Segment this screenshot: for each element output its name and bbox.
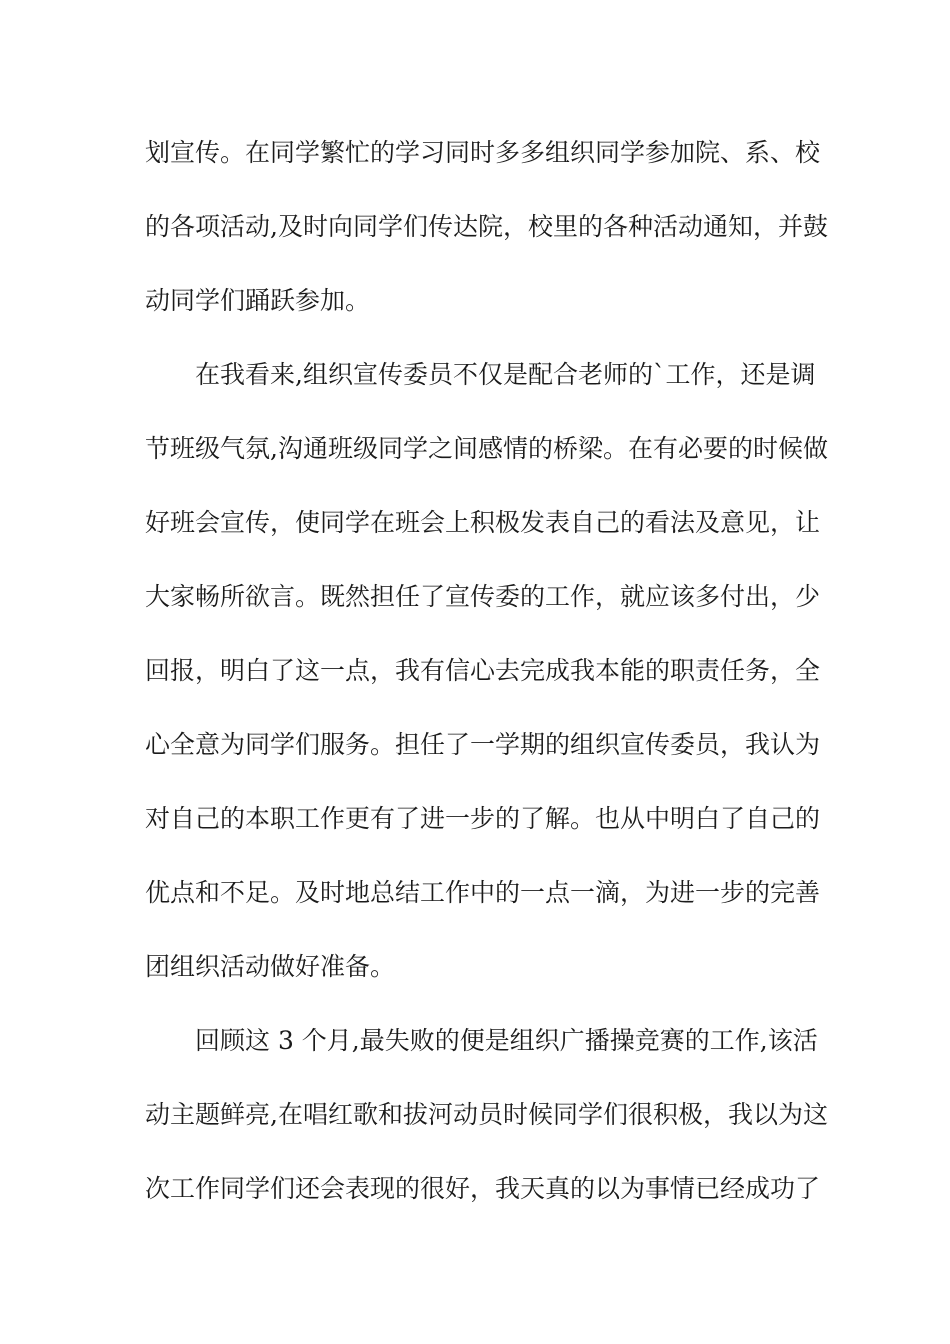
text-line: 对自己的本职工作更有了进一步的了解。也从中明白了自己的 bbox=[145, 804, 821, 833]
text-line: 回报，明白了这一点，我有信心去完成我本能的职责任务，全 bbox=[145, 656, 821, 685]
body-text bbox=[145, 128, 828, 1238]
text-line: 节班级气氛,沟通班级同学之间感情的桥梁。在有必要的时候做 bbox=[145, 434, 828, 463]
text-line: 划宣传。在同学繁忙的学习同时多多组织同学参加院、系、校 bbox=[145, 138, 821, 167]
text-line: 好班会宣传，使同学在班会上积极发表自己的看法及意见，让 bbox=[145, 508, 821, 537]
text-line: 的各项活动,及时向同学们传达院，校里的各种活动通知，并鼓 bbox=[145, 212, 828, 241]
text-line: 在我看来,组织宣传委员不仅是配合老师的`工作，还是调 bbox=[195, 360, 816, 389]
text-line: 优点和不足。及时地总结工作中的一点一滴，为进一步的完善 bbox=[145, 878, 821, 907]
text-line: 心全意为同学们服务。担任了一学期的组织宣传委员，我认为 bbox=[145, 730, 821, 759]
text-line: 团组织活动做好准备。 bbox=[145, 952, 396, 981]
text-line: 大家畅所欲言。既然担任了宣传委的工作，就应该多付出，少 bbox=[145, 582, 821, 611]
text-line: 动主题鲜亮,在唱红歌和拔河动员时候同学们很积极，我以为这 bbox=[145, 1100, 828, 1129]
text-line: 动同学们踊跃参加。 bbox=[145, 286, 371, 315]
text-line: 次工作同学们还会表现的很好，我天真的以为事情已经成功了 bbox=[145, 1174, 821, 1203]
text-line: 回顾这 3 个月,最失败的便是组织广播操竞赛的工作,该活 bbox=[195, 1026, 818, 1055]
